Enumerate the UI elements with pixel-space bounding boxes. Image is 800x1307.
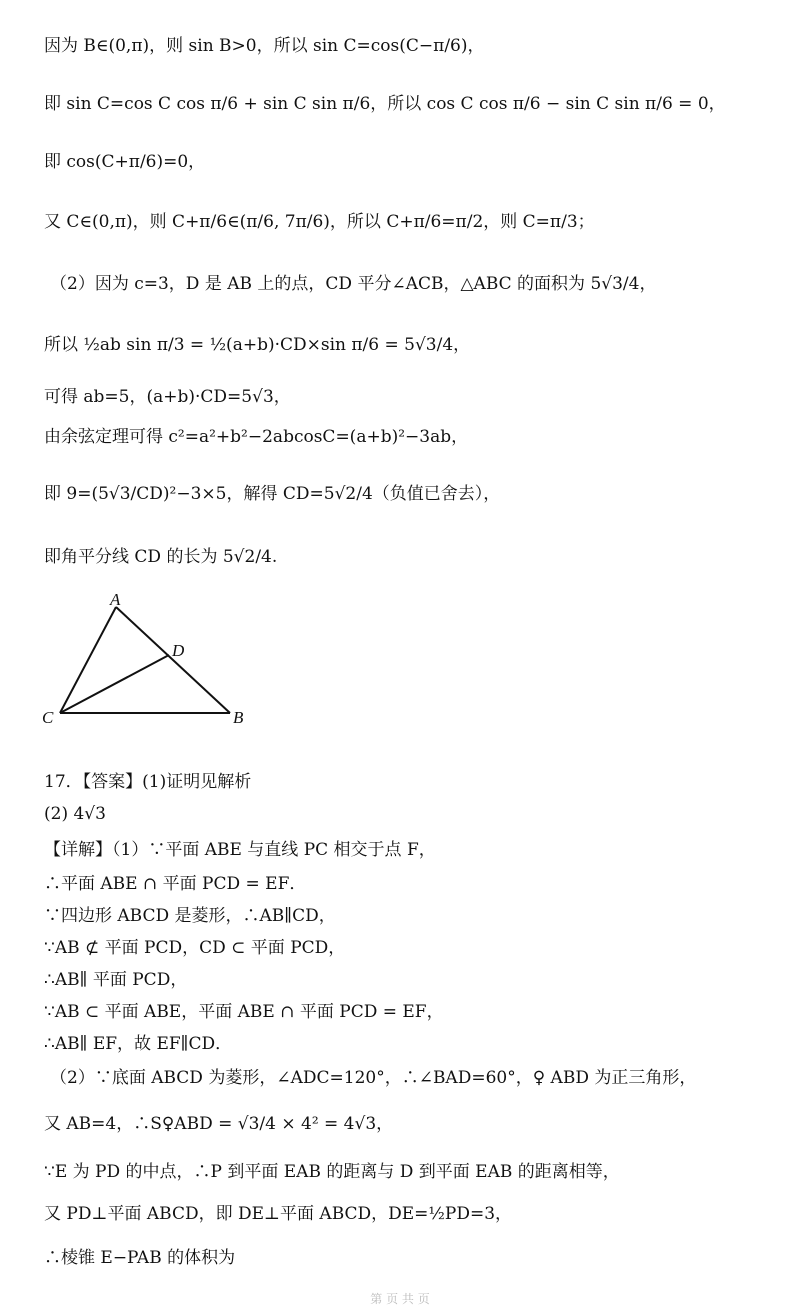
text-line: （2）∵底面 ABCD 为菱形，∠ADC=120°，∴∠BAD=60°，♀ ABD 为正三角形， [50,1068,697,1088]
text-line: 因为 B∈(0,π)，则 sin B>0，所以 sin C=cos(C−π/6)， [44,36,485,56]
text-line: ∴AB∥ 平面 PCD， [44,970,188,990]
vertex-label-d: D [172,641,185,660]
text-line: ∴平面 ABE ∩ 平面 PCD = EF． [44,874,307,894]
text-line: ∴AB∥ EF，故 EF∥CD． [44,1034,233,1054]
text-line: （2）因为 c=3，D 是 AB 上的点，CD 平分∠ACB，△ABC 的面积为 5√3/4， [50,274,657,294]
vertex-label-a: A [110,590,121,609]
text-line: 【详解】（1）∵平面 ABE 与直线 PC 相交于点 F， [44,840,436,860]
text-line: ∴棱锥 E−PAB 的体积为 [44,1248,236,1268]
text-line: ∵AB ⊄ 平面 PCD，CD ⊂ 平面 PCD， [44,938,346,958]
text-line: ∵AB ⊂ 平面 ABE，平面 ABE ∩ 平面 PCD = EF， [44,1002,444,1022]
text-line: 即 9=(5√3/CD)²−3×5，解得 CD=5√2/4（负值已舍去）， [44,484,501,504]
text-line: 又 PD⊥平面 ABCD，即 DE⊥平面 ABCD，DE=½PD=3， [44,1204,513,1224]
page-footer: 第 页 共 页 [370,1292,430,1306]
text-line: 又 C∈(0,π)，则 C+π/6∈(π/6, 7π/6)，所以 C+π/6=π/2，则 C=π/3； [44,212,595,232]
text-line: 所以 ½ab sin π/3 = ½(a+b)·CD×sin π/6 = 5√3/4， [44,335,471,355]
text-line: 即角平分线 CD 的长为 5√2/4. [44,547,278,567]
text-line: 又 AB=4，∴S♀ABD = √3/4 × 4² = 4√3， [44,1114,394,1134]
segment-ab [116,607,230,713]
text-line: 即 sin C=cos C cos π/6 + sin C sin π/6，所以 cos C cos π/6 − sin C sin π/6 = 0， [44,94,726,114]
text-line: 即 cos(C+π/6)=0， [44,152,206,172]
triangle-figure [36,585,276,735]
text-line: 由余弦定理可得 c²=a²+b²−2abcosC=(a+b)²−3ab， [44,427,469,447]
text-line: ∵E 为 PD 的中点，∴P 到平面 EAB 的距离与 D 到平面 EAB 的距离相等， [44,1162,620,1182]
text-line: (2) 4√3 [44,804,106,824]
vertex-label-b: B [233,708,244,727]
vertex-label-c: C [42,708,54,727]
text-line: ∵四边形 ABCD 是菱形，∴AB∥CD， [44,906,336,926]
text-line: 可得 ab=5，(a+b)·CD=5√3， [44,387,291,407]
answer-heading: 17．【答案】(1)证明见解析 [44,772,252,792]
